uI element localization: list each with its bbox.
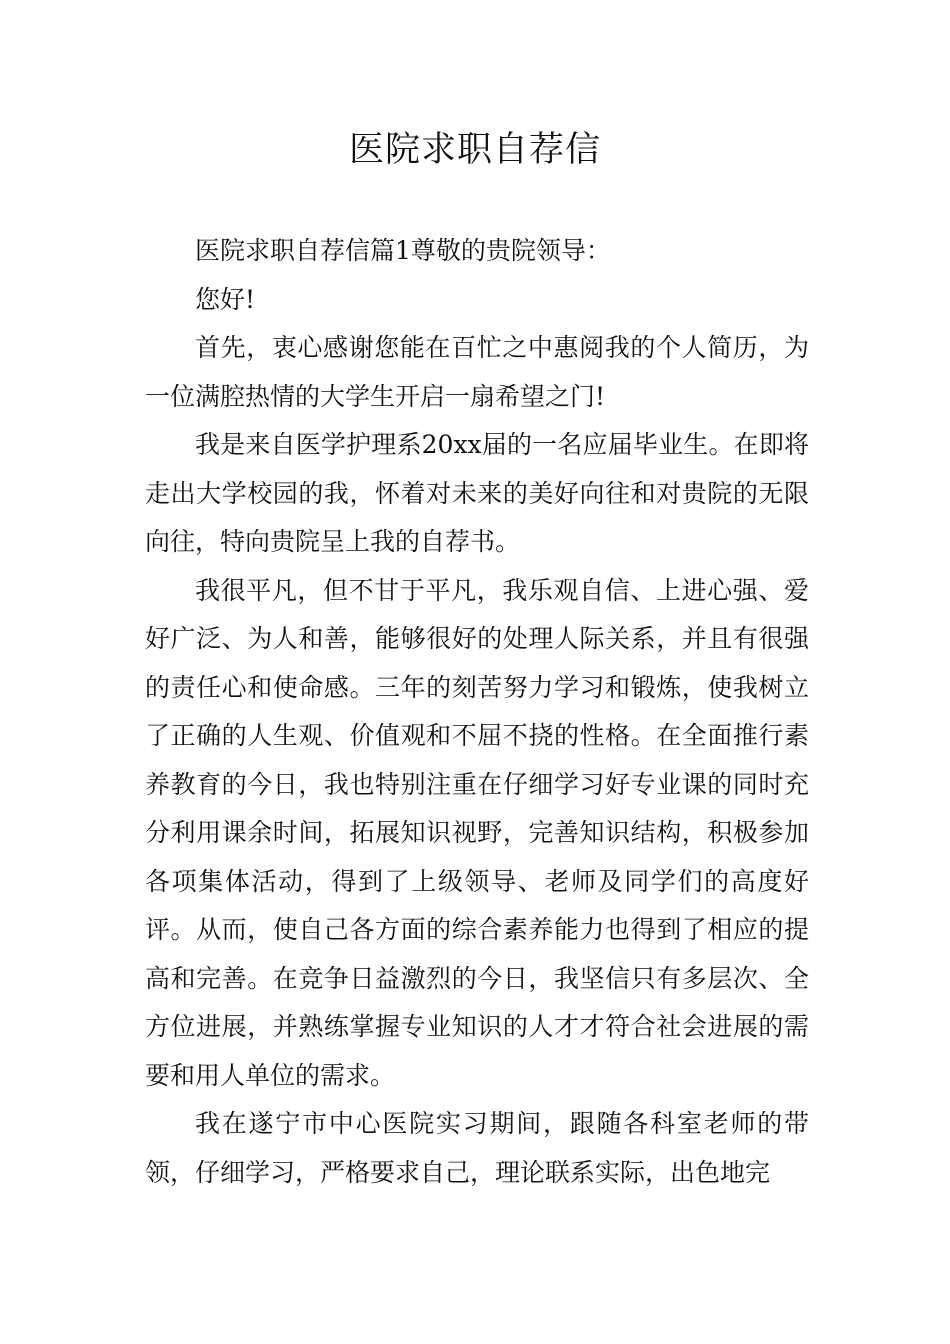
paragraph-personal-qualities: 我很平凡，但不甘于平凡，我乐观自信、上进心强、爱好广泛、为人和善，能够很好的处理人际关系，并且有很强的责任心和使命感。三年的刻苦努力学习和锻炼，使我树立了正确的人生观、价值观和不屈不挠的性格。在全面推行素养教育的今日，我也特别注重在仔细学习好专业课的同时充分利用课余时间，拓展知识视野，完善知识结构，积极参加各项集体活动，得到了上级领导、老师及同学们的高度好评。从而，使自己各方面的综合素养能力也得到了相应的提高和完善。在竞争日益激烈的今日，我坚信只有多层次、全方位进展，并熟练掌握专业知识的人才才符合社会进展的需要和用人单位的需求。 bbox=[145, 575, 809, 1090]
paragraph-salutation: 医院求职自荐信篇1尊敬的贵院领导： bbox=[195, 236, 611, 265]
paragraph-thanks: 首先，衷心感谢您能在百忙之中惠阅我的个人简历，为一位满腔热情的大学生开启一扇希望之门! bbox=[145, 333, 809, 411]
paragraph-introduction: 我是来自医学护理系20xx届的一名应届毕业生。在即将走出大学校园的我，怀着对未来的美好向往和对贵院的无限向往，特向贵院呈上我的自荐书。 bbox=[145, 430, 809, 556]
paragraph-internship: 我在遂宁市中心医院实习期间，跟随各科室老师的带领，仔细学习，严格要求自己，理论联系实际，出色地完 bbox=[145, 1109, 809, 1187]
document-title: 医院求职自荐信 bbox=[348, 130, 601, 170]
paragraph-greeting: 您好! bbox=[195, 284, 256, 314]
document-body bbox=[145, 227, 809, 1197]
